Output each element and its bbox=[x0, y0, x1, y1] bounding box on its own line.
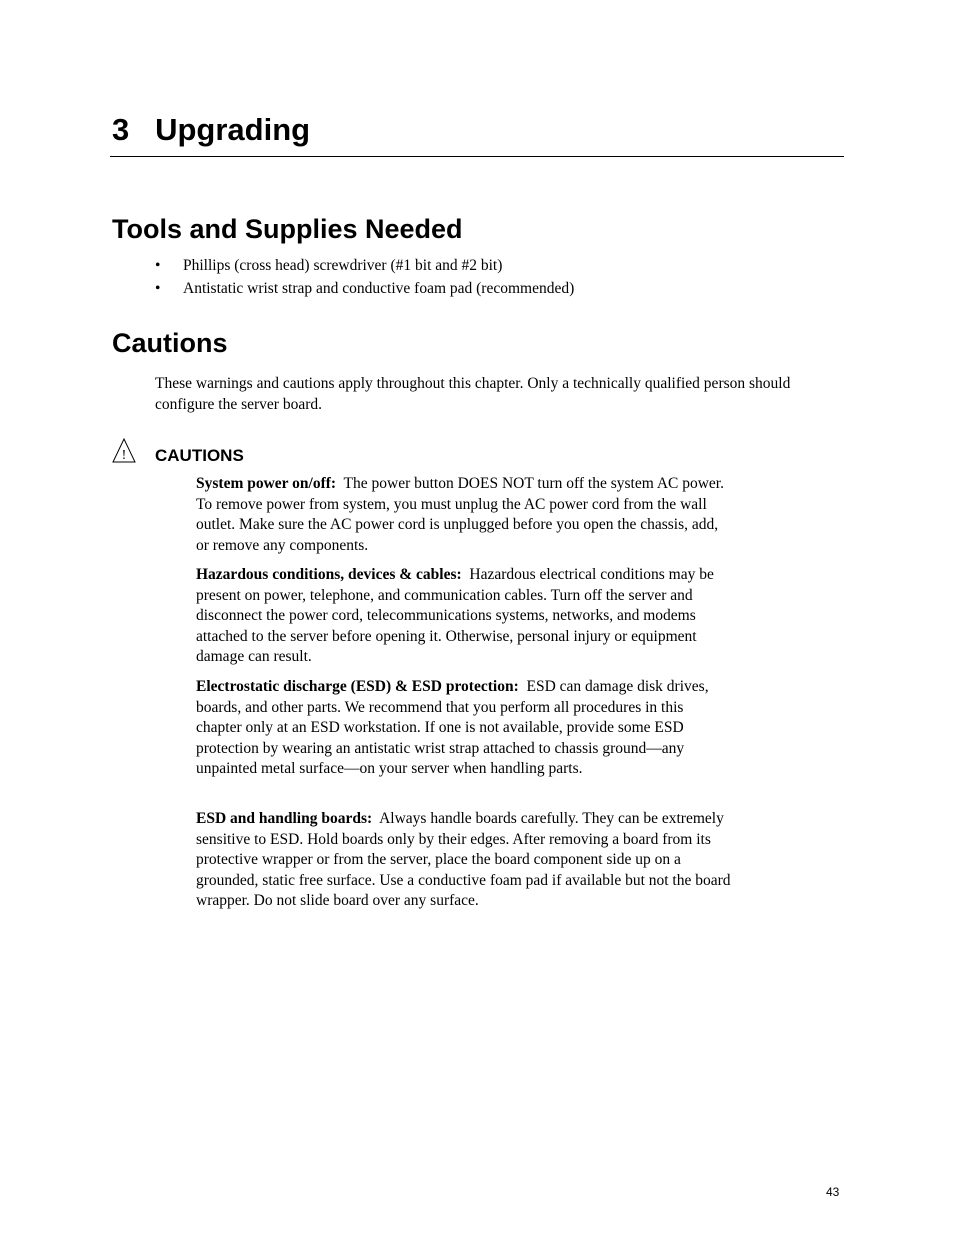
page-number: 43 bbox=[826, 1185, 840, 1199]
list-item bbox=[155, 277, 574, 300]
caution-lead: Electrostatic discharge (ESD) & ESD protection: bbox=[196, 678, 519, 695]
caution-handling-boards bbox=[196, 809, 731, 912]
chapter-number: 3 bbox=[112, 112, 130, 147]
caution-system-power bbox=[196, 474, 731, 556]
tools-list bbox=[155, 254, 574, 300]
bullet-icon: • bbox=[155, 257, 161, 274]
chapter-title-rule bbox=[110, 156, 844, 157]
chapter-title bbox=[112, 108, 844, 152]
caution-text: Always handle boards carefully. They can be extremely sensitive to ESD. Hold boards only by their edges. After removing a board from its protective wrapper or from the server, place the board component side up on a grounded, static free surface. Use a conductive foam pad if available but not the board wrapper. Do not slide board over any surface. bbox=[196, 810, 731, 909]
caution-esd-protection bbox=[196, 677, 731, 780]
cautions-section-heading: Cautions bbox=[112, 328, 228, 358]
caution-text: The power button DOES NOT turn off the system AC power. To remove power from system, you must unplug the AC power cord from the wall outlet. Make sure the AC power cord is unplugged before you open the chassis, add, or remove any components. bbox=[196, 475, 724, 554]
caution-hazardous-conditions bbox=[196, 565, 731, 668]
warning-triangle-icon bbox=[112, 438, 136, 464]
caution-text: ESD can damage disk drives, boards, and other parts. We recommend that you perform all procedures in this chapter only at an ESD workstation. If one is not available, provide some ESD protection by wearing an antistatic wrist strap attached to chassis ground—any unpainted metal surface—on your server when handling parts. bbox=[196, 678, 709, 777]
caution-lead: ESD and handling boards: bbox=[196, 810, 373, 827]
caution-lead: Hazardous conditions, devices & cables: bbox=[196, 566, 462, 583]
chapter-title-text: Upgrading bbox=[155, 112, 311, 147]
warning-exclamation-glyph: ! bbox=[121, 448, 127, 463]
list-item bbox=[155, 254, 574, 277]
cautions-label: CAUTIONS bbox=[155, 446, 244, 465]
tools-section-heading: Tools and Supplies Needed bbox=[112, 214, 463, 244]
list-item-text: Antistatic wrist strap and conductive foam pad (recommended) bbox=[183, 280, 575, 297]
list-item-text: Phillips (cross head) screwdriver (#1 bit and #2 bit) bbox=[183, 257, 503, 274]
bullet-icon: • bbox=[155, 280, 161, 297]
cautions-intro-paragraph: These warnings and cautions apply throughout this chapter. Only a technically qualified person should configure the server board. bbox=[155, 375, 791, 413]
caution-text: Hazardous electrical conditions may be present on power, telephone, and communication cables. Turn off the server and disconnect the power cord, telecommunications systems, networks, and modems attached to the server before opening it. Otherwise, personal injury or equipment damage can result. bbox=[196, 566, 714, 665]
caution-lead: System power on/off: bbox=[196, 475, 337, 492]
